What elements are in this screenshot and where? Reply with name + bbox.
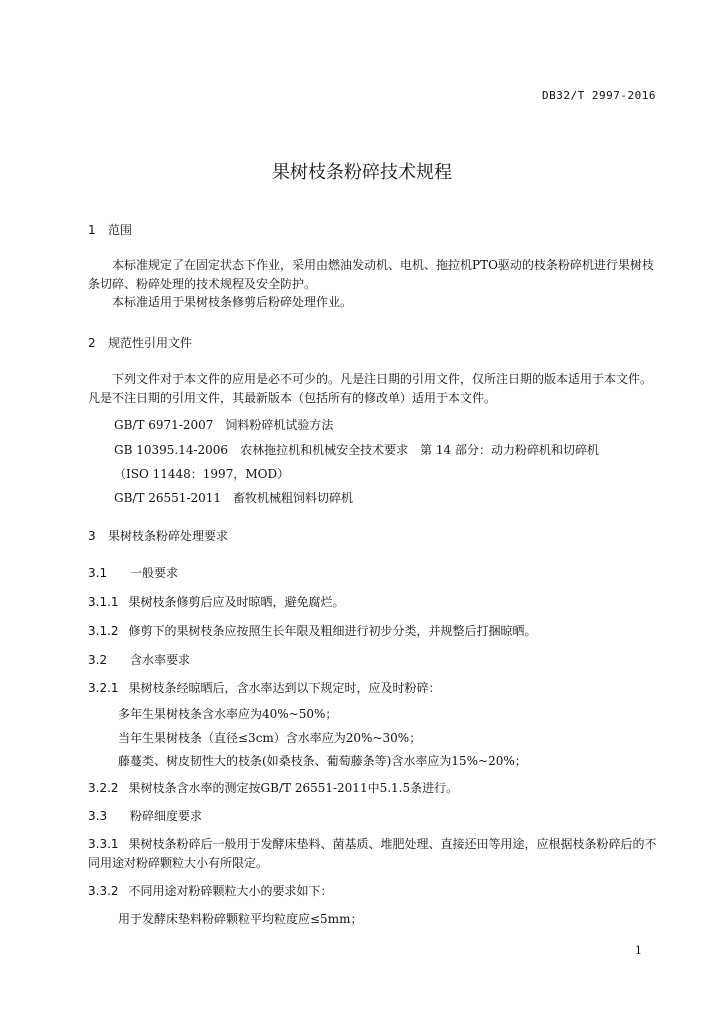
clause-text: 修剪下的果树枝条应按照生长年限及粗细进行初步分类，并规整后打捆晾晒。 [128, 624, 537, 638]
reference-item: GB/T 6971-2007 饲料粉碎机试验方法 [114, 418, 334, 432]
list-item: 藤蔓类、树皮韧性大的枝条(如桑枝条、葡萄藤条等)含水率应为15%~20%； [118, 754, 527, 768]
section-heading [88, 527, 228, 544]
section-heading [88, 221, 132, 238]
paragraph: 下列文件对于本文件的应用是必不可少的。凡是注日期的引用文件，仅所注日期的版本适用于本文件。凡是不注日期的引用文件，其最新版本（包括所有的修改单）适用于本文件。 [88, 372, 653, 405]
reference-item: （ISO 11448：1997，MOD） [114, 467, 290, 481]
subsection-title: 粉碎细度要求 [130, 809, 203, 823]
subsection-number: 3.2 [88, 653, 108, 667]
subsection-heading [88, 651, 190, 668]
list-item: 用于发酵床垫料粉碎颗粒平均粒度应≤5mm； [118, 912, 363, 926]
section-title: 规范性引用文件 [108, 336, 193, 350]
subsection-title: 含水率要求 [130, 653, 191, 667]
clause-text: 果树枝条粉碎后一般用于发酵床垫料、菌基质、堆肥处理、直接还田等用途，应根据枝条粉碎后的不同用途对粉碎颗粒大小有所限定。 [88, 837, 657, 870]
section-number: 3 [88, 529, 96, 543]
paragraph: 本标准规定了在固定状态下作业，采用由燃油发动机、电机、拖拉机PTO驱动的枝条粉碎机进行果树枝条切碎、粉碎处理的技术规程及安全防护。 [88, 258, 654, 291]
clause-text: 不同用途对粉碎颗粒大小的要求如下： [128, 884, 333, 898]
subsection-number: 3.1 [88, 566, 108, 580]
list-item: 当年生果树枝条（直径≤3cm）含水率应为20%~30%； [118, 731, 422, 745]
subsection-title: 一般要求 [130, 566, 179, 580]
section-title: 果树枝条粉碎处理要求 [108, 529, 229, 543]
section-number: 1 [88, 223, 96, 237]
section-number: 2 [88, 336, 96, 350]
clause [88, 835, 660, 873]
paragraph: 本标准适用于果树枝条修剪后粉碎处理作业。 [112, 295, 353, 309]
clause-number: 3.2.1 [88, 681, 119, 695]
clause-number: 3.1.1 [88, 595, 119, 609]
clause-text: 果树枝条含水率的测定按GB/T 26551-2011中5.1.5条进行。 [128, 781, 459, 795]
clause [88, 622, 660, 641]
section-heading [88, 334, 192, 351]
clause [88, 779, 660, 798]
standard-code: DB32/T 2997-2016 [542, 89, 656, 102]
clause [88, 679, 660, 698]
clause-text: 果树枝条经晾晒后，含水率达到以下规定时，应及时粉碎： [128, 681, 441, 695]
subsection-number: 3.3 [88, 809, 108, 823]
reference-item: GB/T 26551-2011 畜牧机械粗饲料切碎机 [114, 491, 354, 505]
list-item: 多年生果树枝条含水率应为40%~50%； [118, 707, 338, 721]
clause [88, 593, 660, 612]
clause [88, 882, 660, 901]
page-number: 1 [635, 944, 642, 957]
clause-text: 果树枝条修剪后应及时晾晒，避免腐烂。 [128, 595, 345, 609]
clause-number: 3.3.2 [88, 884, 119, 898]
document-title: 果树枝条粉碎技术规程 [272, 162, 452, 183]
clause-number: 3.2.2 [88, 781, 119, 795]
subsection-heading [88, 807, 202, 824]
clause-number: 3.1.2 [88, 624, 119, 638]
clause-number: 3.3.1 [88, 837, 119, 851]
subsection-heading [88, 564, 178, 581]
reference-item: GB 10395.14-2006 农林拖拉机和机械安全技术要求 第 14 部分：动力粉碎机和切碎机 [114, 443, 599, 457]
section-title: 范围 [108, 223, 133, 237]
